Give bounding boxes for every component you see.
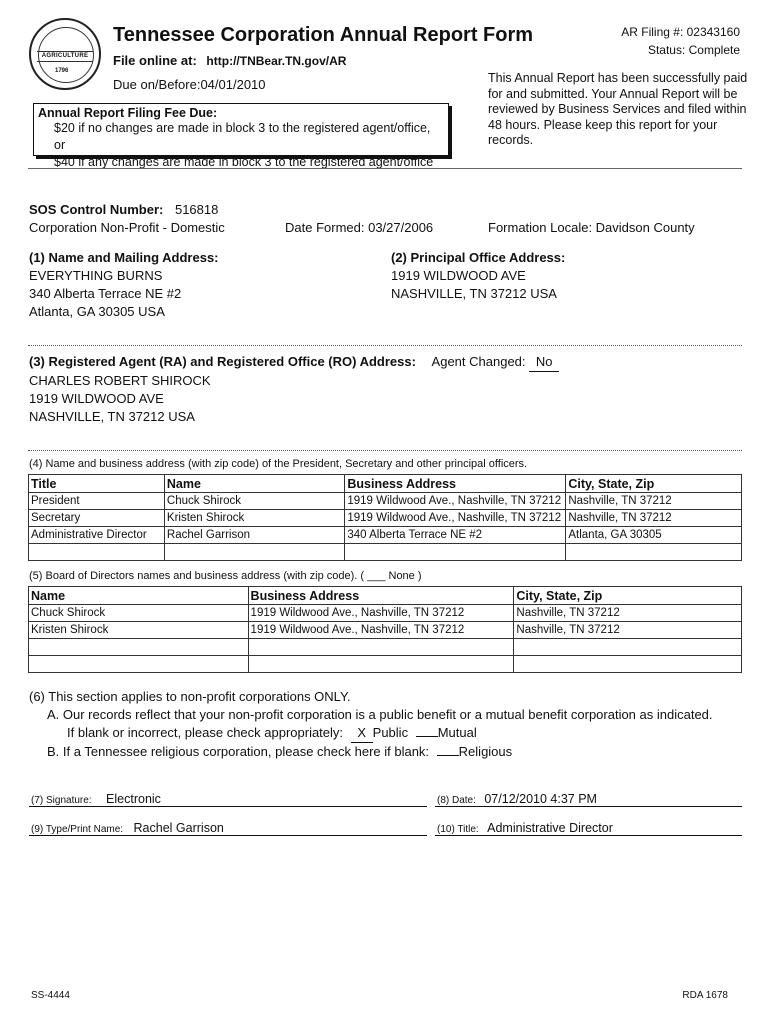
file-online-line: [113, 53, 346, 68]
block-6-non-profit: [29, 688, 713, 761]
signature-line: [29, 806, 427, 807]
table-cell: Chuck Shirock: [164, 493, 344, 510]
block-4-caption: (4) Name and business address (with zip code) of the President, Secretary and other principal officers.: [29, 458, 528, 470]
table-cell: 340 Alberta Terrace NE #2: [345, 527, 566, 544]
seal-year: 1796: [55, 68, 69, 74]
table-cell: Chuck Shirock: [29, 605, 249, 622]
block-5-caption: (5) Board of Directors names and business address (with zip code). ( ___ None ): [29, 570, 422, 582]
block-2-line: NASHVILLE, TN 37212 USA: [391, 286, 557, 301]
table-cell: [566, 544, 742, 561]
filing-fee-box: [33, 103, 449, 169]
block-3-line: NASHVILLE, TN 37212 USA: [29, 409, 195, 424]
officers-header-row: [29, 475, 742, 493]
directors-col-name: Name: [29, 587, 249, 605]
form-id: SS-4444: [31, 990, 70, 1001]
signature-label: (7) Signature:: [31, 795, 92, 806]
table-cell: President: [29, 493, 165, 510]
table-row: [29, 527, 742, 544]
block-1-line: 340 Alberta Terrace NE #2: [29, 286, 182, 301]
date-formed: Date Formed: 03/27/2006: [285, 220, 434, 235]
directors-header-row: [29, 587, 742, 605]
divider-block-4: [28, 450, 742, 451]
title-label: (10) Title:: [437, 824, 479, 835]
benefit-prompt: If blank or incorrect, please check appropriately:: [67, 725, 344, 740]
tennessee-state-seal: [29, 18, 101, 90]
public-label: Public: [372, 725, 409, 740]
block-1-heading: (1) Name and Mailing Address:: [29, 250, 219, 265]
block-6-line-a: A. Our records reflect that your non-profit corporation is a public benefit or a mutual benefit corporation as indicated.: [47, 707, 713, 722]
divider-top: [28, 168, 742, 169]
table-cell: Rachel Garrison: [164, 527, 344, 544]
seal-band-text: AGRICULTURE: [37, 51, 93, 62]
filing-status: Status: Complete: [647, 43, 740, 57]
block-1-line: Atlanta, GA 30305 USA: [29, 304, 165, 319]
directors-col-address: Business Address: [248, 587, 514, 605]
block-3-line: 1919 WILDWOOD AVE: [29, 391, 164, 406]
sos-control: [29, 202, 218, 217]
table-cell: [514, 639, 742, 656]
table-row: [29, 605, 742, 622]
sos-control-number: 516818: [174, 202, 219, 217]
table-row: [29, 656, 742, 673]
signature-value: Electronic: [106, 792, 161, 806]
file-online-label: File online at:: [113, 53, 197, 68]
religious-checkbox[interactable]: [437, 755, 459, 756]
block-3-registered-agent: [29, 353, 559, 426]
officers-col-address: Business Address: [345, 475, 566, 493]
date-line: [435, 806, 742, 807]
table-cell: 1919 Wildwood Ave., Nashville, TN 37212: [248, 622, 514, 639]
table-row: [29, 493, 742, 510]
fee-line-1: $20 if no changes are made in block 3 to the registered agent/office, or: [54, 121, 431, 152]
table-cell: [248, 639, 514, 656]
print-name-label: (9) Type/Print Name:: [31, 824, 124, 835]
block-6-line-b: [47, 743, 713, 761]
block-3-heading: (3) Registered Agent (RA) and Registered Office (RO) Address:: [29, 354, 416, 369]
table-cell: Kristen Shirock: [29, 622, 249, 639]
officers-col-name: Name: [164, 475, 344, 493]
agent-changed-label: Agent Changed:: [431, 354, 526, 369]
fee-line-2: $40 if any changes are made in block 3 to the registered agent/office: [54, 155, 434, 169]
religious-label: Religious: [458, 744, 513, 759]
table-cell: 1919 Wildwood Ave., Nashville, TN 37212: [248, 605, 514, 622]
agent-changed-value: No: [529, 353, 559, 372]
table-cell: Nashville, TN 37212: [566, 493, 742, 510]
rda-code: RDA 1678: [682, 990, 728, 1001]
table-cell: [345, 544, 566, 561]
block-6-line-a2: [67, 724, 713, 743]
block-6-heading: (6) This section applies to non-profit corporations ONLY.: [29, 689, 351, 704]
table-cell: [29, 656, 249, 673]
ar-filing-number: AR Filing #: 02343160: [621, 25, 740, 39]
formation-locale: Formation Locale: Davidson County: [488, 220, 695, 235]
table-cell: Nashville, TN 37212: [566, 510, 742, 527]
title-line: [435, 835, 742, 836]
table-row: [29, 544, 742, 561]
block-1-name-mailing: [29, 249, 219, 321]
title-value: Administrative Director: [487, 821, 613, 835]
due-date: Due on/Before:04/01/2010: [113, 77, 266, 92]
table-row: [29, 622, 742, 639]
table-cell: 1919 Wildwood Ave., Nashville, TN 37212: [345, 493, 566, 510]
fee-heading: Annual Report Filing Fee Due:: [38, 106, 218, 120]
table-cell: [29, 639, 249, 656]
sos-control-label: SOS Control Number:: [29, 202, 164, 217]
table-cell: [248, 656, 514, 673]
divider-block-3: [28, 345, 742, 346]
corporation-type: Corporation Non-Profit - Domestic: [29, 220, 225, 235]
public-checkbox[interactable]: X: [351, 724, 373, 743]
date-label: (8) Date:: [437, 795, 476, 806]
table-row: [29, 510, 742, 527]
mutual-checkbox[interactable]: [416, 736, 438, 737]
table-cell: [164, 544, 344, 561]
table-cell: Kristen Shirock: [164, 510, 344, 527]
date-value: 07/12/2010 4:37 PM: [484, 792, 597, 806]
print-name-value: Rachel Garrison: [133, 821, 224, 835]
officers-col-title: Title: [29, 475, 165, 493]
directors-col-city: City, State, Zip: [514, 587, 742, 605]
table-cell: [29, 544, 165, 561]
table-cell: Nashville, TN 37212: [514, 605, 742, 622]
directors-table: [28, 586, 742, 673]
block-2-line: 1919 WILDWOOD AVE: [391, 268, 526, 283]
table-cell: 1919 Wildwood Ave., Nashville, TN 37212: [345, 510, 566, 527]
block-1-line: EVERYTHING BURNS: [29, 268, 163, 283]
table-cell: [514, 656, 742, 673]
print-name-line: [29, 835, 427, 836]
religious-prompt: B. If a Tennessee religious corporation, please check here if blank:: [47, 744, 430, 759]
block-3-line: CHARLES ROBERT SHIROCK: [29, 373, 211, 388]
table-cell: Nashville, TN 37212: [514, 622, 742, 639]
ar-filing-block: [621, 23, 740, 59]
file-online-link[interactable]: http://TNBear.TN.gov/AR: [206, 54, 347, 68]
block-2-heading: (2) Principal Office Address:: [391, 250, 566, 265]
officers-col-city: City, State, Zip: [566, 475, 742, 493]
mutual-label: Mutual: [437, 725, 477, 740]
confirmation-message: This Annual Report has been successfully paid for and submitted. Your Annual Report will be reviewed by Business Services and filed within 48 hours. Please keep this report for your records.: [488, 71, 748, 147]
table-cell: Atlanta, GA 30305: [566, 527, 742, 544]
table-cell: Secretary: [29, 510, 165, 527]
block-3-heading-row: [29, 353, 559, 372]
form-title: Tennessee Corporation Annual Report Form: [113, 24, 534, 46]
block-2-principal-office: [391, 249, 565, 303]
table-row: [29, 639, 742, 656]
officers-table: [28, 474, 742, 561]
table-cell: Administrative Director: [29, 527, 165, 544]
